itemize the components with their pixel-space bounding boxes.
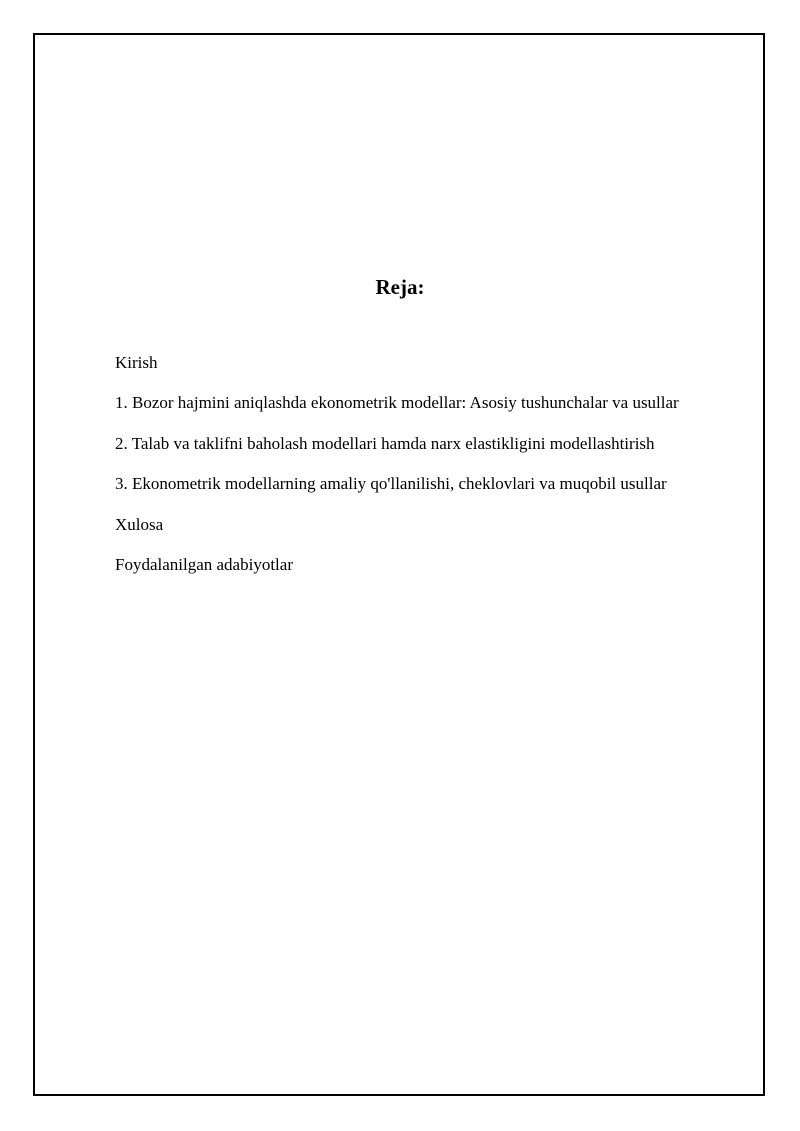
plan-item-chapter-1: 1. Bozor hajmini aniqlashda ekonometrik modellar: Asosiy tushunchalar va usullar [115,393,679,413]
plan-item-chapter-3: 3. Ekonometrik modellarning amaliy qo'llanilishi, cheklovlari va muqobil usullar [115,474,667,494]
plan-list [115,350,679,592]
plan-item-introduction: Kirish [115,353,158,372]
plan-item-chapter-2: 2. Talab va taklifni baholash modellari hamda narx elastikligini modellashtirish [115,433,655,453]
plan-item-conclusion: Xulosa [115,514,164,534]
page-title: Reja: [375,275,425,299]
plan-item-references: Foydalanilgan adabiyotlar [115,554,293,574]
